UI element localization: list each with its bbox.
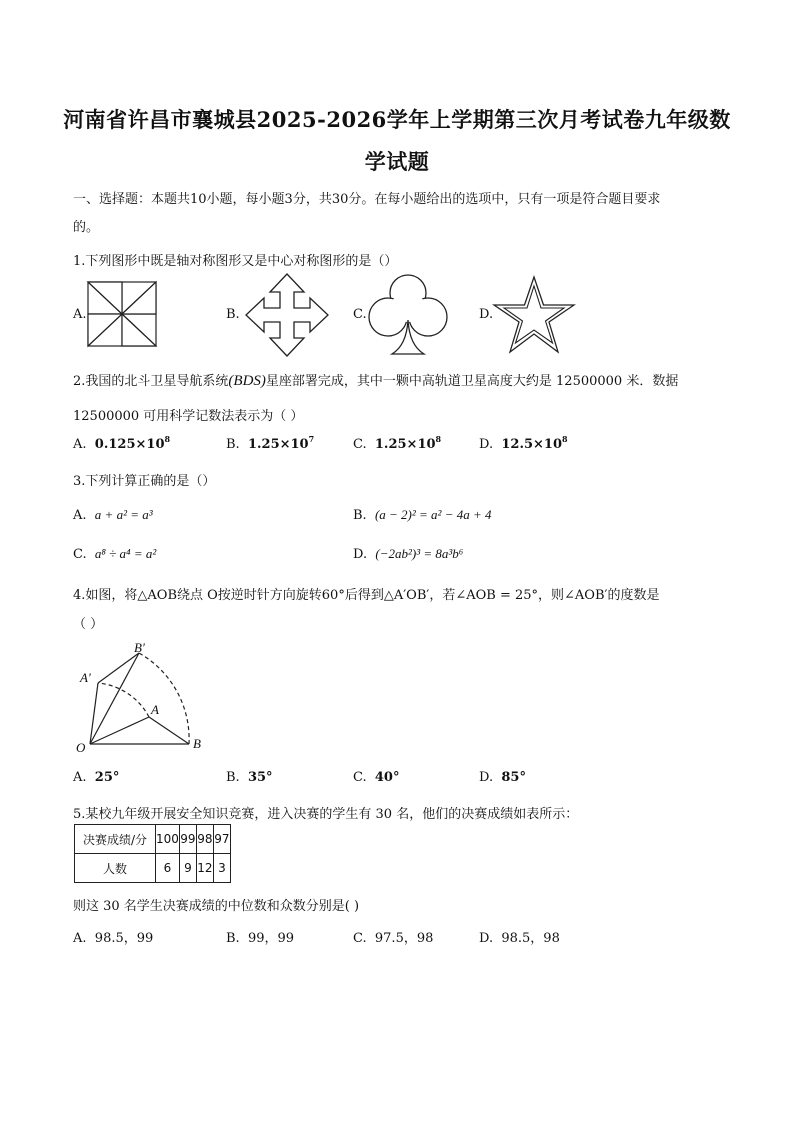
q4-option-b-label: B.: [226, 770, 240, 785]
q3-option-b: [353, 507, 492, 523]
table-cell: 98: [196, 825, 213, 854]
q2-stem-math: (BDS): [228, 373, 266, 389]
q2-option-b-label: B.: [226, 437, 240, 452]
q5-option-b-text: 99，99: [247, 931, 295, 946]
q5-option-d: [479, 927, 560, 946]
q4-option-b: [226, 770, 273, 785]
label-B1: B′: [134, 640, 145, 655]
q3-stem: 3.下列计算正确的是（）: [73, 474, 216, 489]
four-arrows-icon: [244, 272, 330, 358]
label-O: O: [76, 740, 86, 755]
rotation-figure: [72, 640, 212, 758]
q2-option-a-exp: 8: [164, 434, 171, 444]
q1-option-a-label: A.: [73, 307, 87, 322]
q4-option-d-text: 85°: [501, 770, 526, 785]
table-row: [75, 854, 231, 883]
q3-option-b-label: B.: [353, 508, 367, 523]
q5-option-a-text: 98.5，99: [94, 931, 154, 946]
score-table: [74, 824, 231, 883]
q5-option-d-text: 98.5，98: [501, 931, 560, 946]
segment-OA: [90, 717, 149, 744]
q2-option-a: [73, 434, 171, 452]
q4-option-a-label: A.: [73, 770, 87, 785]
q3-option-a-text: a + a² = a³: [94, 507, 153, 522]
q4-option-c-text: 40°: [374, 770, 400, 785]
q5-stem-line2: 则这 30 名学生决赛成绩的中位数和众数分别是( ): [73, 899, 360, 914]
table-cell: 100: [156, 825, 180, 854]
table-cell: 9: [179, 854, 196, 883]
q2-option-c: [353, 434, 442, 452]
q2-option-b-text: 1.25×10: [247, 437, 309, 452]
q2-option-c-exp: 8: [435, 434, 442, 444]
q5-option-a-label: A.: [73, 931, 87, 946]
q2-option-b-exp: 7: [308, 434, 315, 444]
q4-option-d-label: D.: [479, 770, 494, 785]
q1-option-c-label: C.: [353, 307, 367, 322]
table-header-count: 人数: [75, 854, 156, 883]
segment-OA1: [90, 683, 98, 744]
q3-option-a: [73, 507, 153, 523]
q2-stem-line1: [73, 370, 678, 390]
arc-B-B1: [139, 653, 189, 744]
star-icon: [492, 275, 576, 355]
q4-option-a-text: 25°: [94, 770, 120, 785]
q4-stem: 4.如图，将△AOB绕点 O按逆时针方向旋转60°后得到△A′OB′，若∠AOB = 25°，则∠AOB′的度数是: [73, 588, 660, 603]
arc-A-A1: [98, 683, 149, 717]
page-title-line2: 学试题: [364, 149, 430, 174]
q5-option-c-text: 97.5，98: [374, 931, 434, 946]
q5-option-d-label: D.: [479, 931, 494, 946]
section-header: [73, 188, 660, 207]
pinwheel-icon: [86, 280, 158, 348]
q5-stem: 5.某校九年级开展安全知识竞赛，进入决赛的学生有 30 名，他们的决赛成绩如表所示：: [73, 807, 579, 822]
label-A: A: [151, 702, 159, 717]
table-cell: 6: [156, 854, 180, 883]
q3-option-d-label: D.: [353, 547, 368, 562]
q4-option-c-label: C.: [353, 770, 367, 785]
q2-option-a-text: 0.125×10: [94, 437, 165, 452]
section-header-cont: 的。: [73, 220, 100, 235]
q5-option-c: [353, 927, 433, 946]
q3-option-c-label: C.: [73, 547, 87, 562]
q2-option-c-label: C.: [353, 437, 367, 452]
segment-A1B1: [98, 653, 139, 683]
q2-option-a-label: A.: [73, 437, 87, 452]
tree-icon: [366, 272, 450, 356]
q5-option-c-label: C.: [353, 931, 367, 946]
q2-option-d-exp: 8: [562, 434, 568, 444]
q5-option-a: [73, 927, 153, 946]
table-cell: 97: [213, 825, 230, 854]
segment-AB: [149, 717, 189, 744]
q4-option-b-text: 35°: [247, 770, 273, 785]
table-cell: 12: [196, 854, 213, 883]
section-header-line1: 一、选择题：本题共10小题，每小题3分，共30分。在每小题给出的选项中，只有一项是符合题目要求: [73, 192, 661, 207]
q2-option-c-text: 1.25×10: [374, 437, 436, 452]
page-title-line1: 河南省许昌市襄城县2025-2026学年上学期第三次月考试卷九年级数: [63, 107, 731, 132]
q1-stem: 1.下列图形中既是轴对称图形又是中心对称图形的是（）: [73, 254, 398, 269]
q3-option-c-text: a⁸ ÷ a⁴ = a²: [94, 546, 157, 561]
q2-option-b: [226, 434, 315, 452]
q3-option-b-text: (a − 2)² = a² − 4a + 4: [374, 507, 492, 522]
q2-stem-post: 星座部署完成，其中一颗中高轨道卫星高度大约是 12500000 米．数据: [265, 374, 679, 389]
q1-option-b-label: B.: [226, 307, 240, 322]
label-B: B: [193, 736, 201, 751]
q2-stem-pre: 2.我国的北斗卫星导航系统: [73, 374, 229, 389]
q4-option-c: [353, 770, 399, 785]
q2-option-d-label: D.: [479, 437, 494, 452]
table-row: [75, 825, 231, 854]
q2-option-d: [479, 434, 568, 452]
q1-option-d-label: D.: [479, 307, 494, 322]
q4-option-a: [73, 770, 119, 785]
table-header-score: 决赛成绩/分: [75, 825, 156, 854]
q5-option-b: [226, 927, 294, 946]
table-cell: 3: [213, 854, 230, 883]
q3-option-a-label: A.: [73, 508, 87, 523]
q3-option-c: [73, 546, 156, 562]
q4-option-d: [479, 770, 526, 785]
q4-stem-line2: （ ）: [73, 617, 104, 632]
q3-option-d-text: (−2ab²)³ = 8a³b⁶: [375, 546, 464, 561]
q5-option-b-label: B.: [226, 931, 240, 946]
q2-stem-line2: 12500000 可用科学记数法表示为（ ）: [73, 409, 304, 424]
q2-option-d-text: 12.5×10: [501, 437, 563, 452]
q3-option-d: [353, 546, 463, 562]
label-A1: A′: [80, 670, 91, 685]
segment-OB1: [90, 653, 139, 744]
table-cell: 99: [179, 825, 196, 854]
